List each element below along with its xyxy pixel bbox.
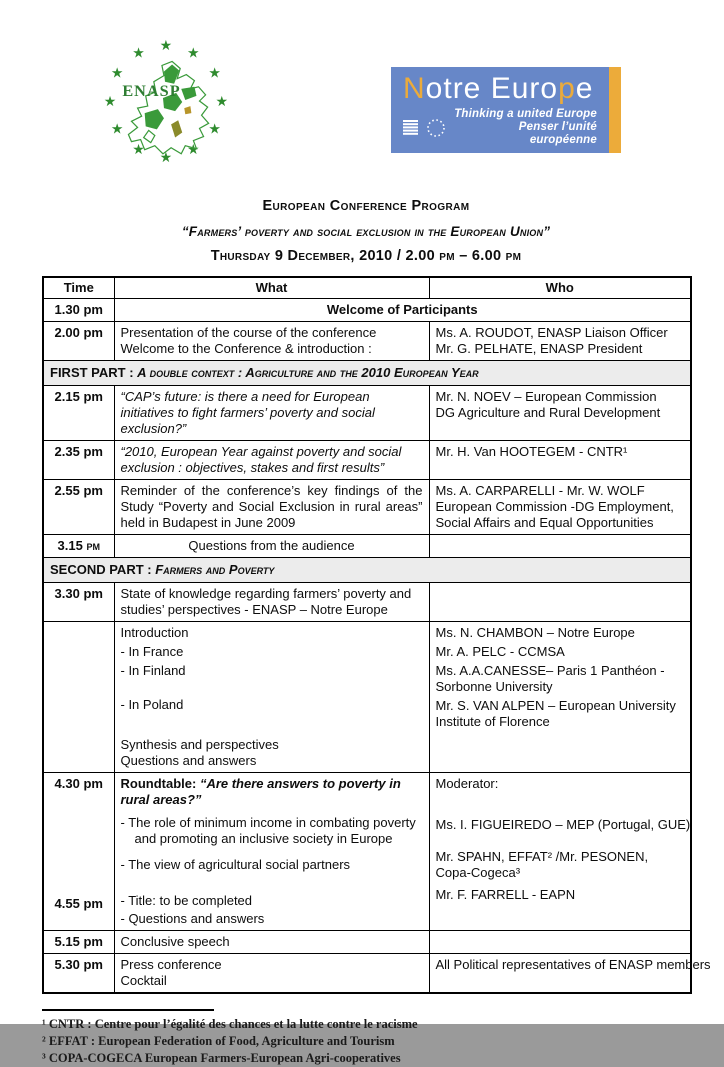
time-cell: 5.30 pm xyxy=(43,954,114,994)
svg-text:★: ★ xyxy=(187,45,200,62)
svg-text:★: ★ xyxy=(159,149,173,166)
who-cell xyxy=(429,954,711,994)
what-line: - Title: to be completed xyxy=(120,893,253,908)
what-line: Questions and answers xyxy=(120,753,257,768)
who-cell xyxy=(429,322,691,361)
conference-title: European Conference Program xyxy=(262,198,470,214)
svg-text:★: ★ xyxy=(110,121,124,138)
notre-europe-tagline xyxy=(454,108,597,147)
time-cell: 1.30 pm xyxy=(43,299,114,322)
svg-text:★: ★ xyxy=(208,121,222,138)
enasp-label: ENASP xyxy=(122,81,181,100)
col-header-who: Who xyxy=(429,277,691,299)
table-row-introductions xyxy=(43,622,691,773)
table-row-200pm xyxy=(43,322,691,361)
time-cell: 3.30 pm xyxy=(43,583,114,622)
time-455: 4.55 pm xyxy=(54,896,103,911)
enasp-map-fill xyxy=(145,64,197,137)
section-cell xyxy=(43,558,691,583)
svg-text:★: ★ xyxy=(215,94,229,111)
what-cell: Questions from the audience xyxy=(114,535,429,558)
time-cell xyxy=(43,773,114,931)
svg-text:★: ★ xyxy=(132,45,145,62)
table-row-235pm xyxy=(43,441,691,480)
who-cell xyxy=(429,583,691,622)
who-line: Mr. G. PELHATE, ENASP President xyxy=(435,341,643,356)
who-cell xyxy=(429,441,691,480)
svg-text:★: ★ xyxy=(208,65,222,82)
who-cell xyxy=(429,622,691,773)
who-line: Mr. F. FARRELL - EAPN xyxy=(435,887,576,902)
what-line: Synthesis and perspectives xyxy=(120,737,279,752)
who-cell xyxy=(429,535,691,558)
who-line: Mr. H. Van HOOTEGEM - CNTR¹ xyxy=(435,444,628,459)
footnote-divider xyxy=(42,1009,214,1011)
col-header-what: What xyxy=(114,277,429,299)
tagline-line-2: Penser l’unité européenne xyxy=(518,121,597,146)
who-cell xyxy=(429,386,691,441)
conference-subtitle: “Farmers’ poverty and social exclusion in the European Union” xyxy=(181,224,551,239)
svg-text:★: ★ xyxy=(187,141,200,158)
what-line: Introduction xyxy=(120,625,189,640)
table-row-215pm xyxy=(43,386,691,441)
section-row-second-part xyxy=(43,558,691,583)
table-header-row xyxy=(43,277,691,299)
what-line: Welcome to the Conference & introduction : xyxy=(120,341,372,356)
what-line: Press conference xyxy=(120,957,222,972)
what-line: Presentation of the course of the conference xyxy=(120,325,377,340)
time-cell: 3.15 pm xyxy=(43,535,114,558)
who-line: Mr. A. PELC - CCMSA xyxy=(435,644,565,659)
what-line: - The role of minimum income in combating poverty and promoting an inclusive society in Europe xyxy=(120,815,416,846)
roundtable-title: Roundtable: “Are there answers to poverty in rural areas?” xyxy=(120,776,401,807)
what-cell xyxy=(114,622,429,773)
section-label: SECOND PART : xyxy=(50,562,152,577)
svg-text:★: ★ xyxy=(103,94,117,111)
notre-europe-accent-bar xyxy=(609,67,621,153)
time-cell: 5.15 pm xyxy=(43,931,114,954)
what-line: - In France xyxy=(120,644,184,659)
what-line: - In Poland xyxy=(120,697,184,712)
svg-text:★: ★ xyxy=(132,141,145,158)
tagline-line-1: Thinking a united Europe xyxy=(454,108,597,120)
who-line: Ms. N. CHAMBON – Notre Europe xyxy=(435,625,635,640)
who-line: Ms. A. ROUDOT, ENASP Liaison Officer xyxy=(435,325,668,340)
conference-date: Thursday 9 December, 2010 / 2.00 pm – 6.00 pm xyxy=(210,248,522,264)
footnote-3: ³ COPA-COGECA European Farmers-European Agri-cooperatives xyxy=(42,1051,401,1065)
who-line: Mr. S. VAN ALPEN – European University Institute of Florence xyxy=(435,698,676,729)
what-line: Cocktail xyxy=(120,973,167,988)
notre-europe-wordmark: Notre Europe xyxy=(403,72,594,105)
who-cell xyxy=(429,931,691,954)
table-row-welcome xyxy=(43,299,691,322)
section-cell xyxy=(43,361,691,386)
what-cell: Conclusive speech xyxy=(114,931,429,954)
who-line: Ms. A. CARPARELLI - Mr. W. WOLF xyxy=(435,483,645,498)
what-cell xyxy=(114,322,429,361)
what-cell: State of knowledge regarding farmers’ poverty and studies’ perspectives - ENASP – Notre Europe xyxy=(114,583,429,622)
welcome-cell: Welcome of Participants xyxy=(114,299,691,322)
who-line: All Political representatives of ENASP members xyxy=(435,957,711,972)
table-row-530pm xyxy=(43,954,691,994)
section-label: FIRST PART : xyxy=(50,365,134,380)
time-430: 4.30 pm xyxy=(54,776,103,791)
eu-stars-circle-icon xyxy=(425,117,447,139)
program-table xyxy=(42,276,711,994)
time-cell: 2.00 pm xyxy=(43,322,114,361)
table-row-515pm xyxy=(43,931,691,954)
footnote-2: ² EFFAT : European Federation of Food, Agriculture and Tourism xyxy=(42,1034,395,1048)
who-line: European Commission -DG Employment, Social Affairs and Equal Opportunities xyxy=(435,499,674,530)
svg-text:★: ★ xyxy=(110,65,124,82)
who-line: Ms. A.A.CANESSE– Paris 1 Panthéon - Sorbonne University xyxy=(435,663,665,694)
footnotes xyxy=(42,1009,690,1067)
table-row-315pm xyxy=(43,535,691,558)
what-cell: Reminder of the conference’s key findings of the Study “Poverty and Social Exclusion in rural areas” held in Budapest in June 2009 xyxy=(114,480,429,535)
col-header-time: Time xyxy=(43,277,114,299)
what-cell xyxy=(114,773,429,931)
table-row-255pm xyxy=(43,480,691,535)
section-row-first-part xyxy=(43,361,691,386)
table-row-330pm xyxy=(43,583,691,622)
what-line: - Questions and answers xyxy=(120,911,265,926)
time-cell: 2.55 pm xyxy=(43,480,114,535)
what-cell: “2010, European Year against poverty and social exclusion : objectives, stakes and first results” xyxy=(114,441,429,480)
what-line: - In Finland xyxy=(120,663,186,678)
who-line: Moderator: xyxy=(435,776,499,791)
what-cell: “CAP’s future: is there a need for European initiatives to fight farmers’ poverty and social exclusion?” xyxy=(114,386,429,441)
notre-europe-logo xyxy=(391,67,621,153)
what-cell xyxy=(114,954,429,994)
svg-text:★: ★ xyxy=(159,38,173,55)
time-cell: 2.15 pm xyxy=(43,386,114,441)
who-line: Mr. SPAHN, EFFAT² /Mr. PESONEN, Copa-Cogeca³ xyxy=(435,849,649,880)
table-row-roundtable xyxy=(43,773,691,931)
time-cell: 2.35 pm xyxy=(43,441,114,480)
time-cell xyxy=(43,622,114,773)
section-title: Farmers and Poverty xyxy=(155,562,275,577)
section-title: A double context : Agriculture and the 2010 European Year xyxy=(137,365,479,380)
footnote-1: ¹ CNTR : Centre pour l’égalité des chances et la lutte contre le racisme xyxy=(42,1017,418,1031)
what-line: - The view of agricultural social partners xyxy=(120,857,351,872)
who-line: Mr. N. NOEV – European Commission xyxy=(435,389,657,404)
who-line: DG Agriculture and Rural Development xyxy=(435,405,661,420)
enasp-logo xyxy=(100,34,232,168)
who-line: Ms. I. FIGUEIREDO – MEP (Portugal, GUE) xyxy=(435,817,691,832)
who-cell xyxy=(429,480,691,535)
who-cell xyxy=(429,773,691,931)
document-lines-icon xyxy=(403,119,418,137)
